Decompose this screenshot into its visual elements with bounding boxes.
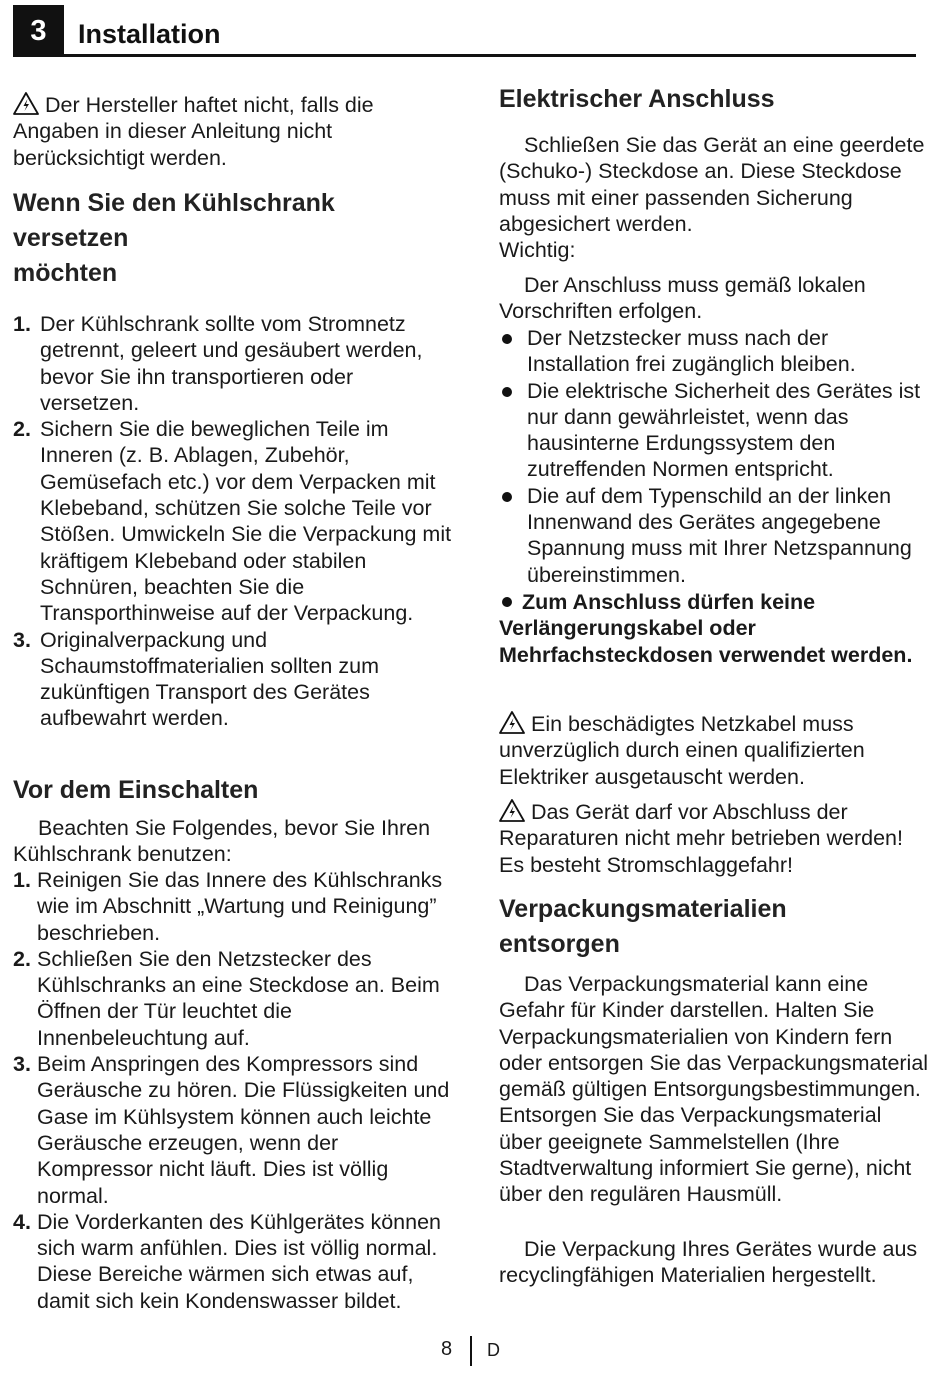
list-item: 2. Schließen Sie den Netzstecker des Kühlschranks an eine Steckdose an. Beim Öffnen der Tür leuchtet die Innenbeleuchtung auf. bbox=[13, 946, 440, 1050]
warning-icon bbox=[499, 711, 525, 734]
important-label: Wichtig: bbox=[499, 238, 576, 262]
elec-heading: Elektrischer Anschluss bbox=[499, 85, 775, 113]
language-code: D bbox=[487, 1340, 500, 1360]
elec-bullets bbox=[499, 325, 929, 588]
bullet-icon bbox=[502, 387, 512, 397]
move-heading: Wenn Sie den Kühlschrank versetzen möchten bbox=[13, 189, 335, 287]
warning-icon bbox=[13, 92, 39, 115]
before-intro: Beachten Sie Folgendes, bevor Sie Ihren Kühlschrank benutzen: bbox=[13, 816, 431, 867]
list-item: 2. Sichern Sie die beweglichen Teile im Inneren (z. B. Ablagen, Zubehör, Gemüsefach etc.) vor dem Verpacken mit Klebeband, schützen Sie solche Teile vor Stößen. Umwickeln Sie die Verpackung mit kräftigem Klebeband oder stabilen Schnüren, beachten Sie die Transporthinweise auf der Verpackung. bbox=[13, 417, 452, 626]
move-list bbox=[13, 311, 453, 732]
before-list bbox=[13, 867, 453, 1314]
warning-cable: Ein beschädigtes Netzkabel muss unverzüglich durch einen qualifizierten Elektriker ausgetauscht werden. bbox=[499, 712, 865, 789]
list-item: 4. Die Vorderkanten des Kühlgerätes können sich warm anfühlen. Dies ist völlig normal. Diese Bereiche wärmen sich etwas auf, damit sich kein Kondenswasser bildet. bbox=[13, 1209, 441, 1313]
chapter-number: 3 bbox=[13, 5, 64, 57]
before-heading: Vor dem Einschalten bbox=[13, 776, 259, 804]
list-item: Die elektrische Sicherheit des Gerätes ist nur dann gewährleistet, wenn das hausinterne Erdungssystem den zutreffenden Normen entspricht. bbox=[499, 378, 929, 483]
page-number: 8 bbox=[441, 1338, 453, 1360]
chapter-rule bbox=[64, 54, 916, 57]
packaging-paragraph-1: Das Verpackungsmaterial kann eine Gefahr für Kinder darstellen. Halten Sie Verpackungsmaterialien von Kindern fern oder entsorgen Sie das Verpackungsmaterial gemäß gültigen Entsorgungsbestimmungen. Entsorgen Sie das Verpackungsmaterial über geeignete Sammelstellen (Ihre Stadtverwaltung informiert Sie gerne), nicht über den regulären Hausmüll. bbox=[499, 972, 929, 1207]
bullet-icon bbox=[502, 334, 512, 344]
bullet-icon bbox=[502, 492, 512, 502]
list-item: Der Netzstecker muss nach der Installation frei zugänglich bleiben. bbox=[499, 325, 929, 378]
warning-repair: Das Gerät darf vor Abschluss der Reparaturen nicht mehr betrieben werden! Es besteht Stromschlaggefahr! bbox=[499, 800, 903, 877]
list-item: Die auf dem Typenschild an der linken Innenwand des Gerätes angegebene Spannung muss mit Ihrer Netzspannung übereinstimmen. bbox=[499, 483, 929, 588]
footer-divider bbox=[470, 1336, 472, 1366]
chapter-title: Installation bbox=[78, 19, 221, 49]
packaging-heading: Verpackungsmaterialien entsorgen bbox=[499, 895, 787, 958]
elec-intro: Schließen Sie das Gerät an eine geerdete (Schuko-) Steckdose an. Diese Steckdose muss mit einer passenden Sicherung abgesichert werden. bbox=[499, 133, 925, 236]
warning-intro: Der Hersteller haftet nicht, falls die Angaben in dieser Anleitung nicht berücksichtigt werden. bbox=[13, 93, 374, 170]
packaging-paragraph-2: Die Verpackung Ihres Gerätes wurde aus recyclingfähigen Materialien hergestellt. bbox=[499, 1237, 918, 1288]
list-item: 1. Reinigen Sie das Innere des Kühlschranks wie im Abschnitt „Wartung und Reinigung” beschrieben. bbox=[13, 868, 443, 945]
list-item: 1. Der Kühlschrank sollte vom Stromnetz getrennt, geleert und gesäubert werden, bevor Sie ihn transportieren oder versetzen. bbox=[13, 312, 423, 415]
regulations-text: Der Anschluss muss gemäß lokalen Vorschriften erfolgen. bbox=[499, 273, 866, 324]
list-item: 3. Beim Anspringen des Kompressors sind Geräusche zu hören. Die Flüssigkeiten und Gase im Kühlsystem können auch leichte Geräusche erzeugen, wenn der Kompressor nicht läuft. Dies ist völlig normal. bbox=[13, 1052, 450, 1208]
list-item: 3. Originalverpackung und Schaumstoffmaterialien sollten zum zukünftigen Transport des Gerätes aufbewahrt werden. bbox=[13, 627, 379, 731]
bullet-icon bbox=[502, 597, 512, 607]
warning-icon bbox=[499, 799, 525, 822]
bold-bullet: Zum Anschluss dürfen keine Verlängerungskabel oder Mehrfachsteckdosen verwendet werden. bbox=[499, 590, 913, 667]
